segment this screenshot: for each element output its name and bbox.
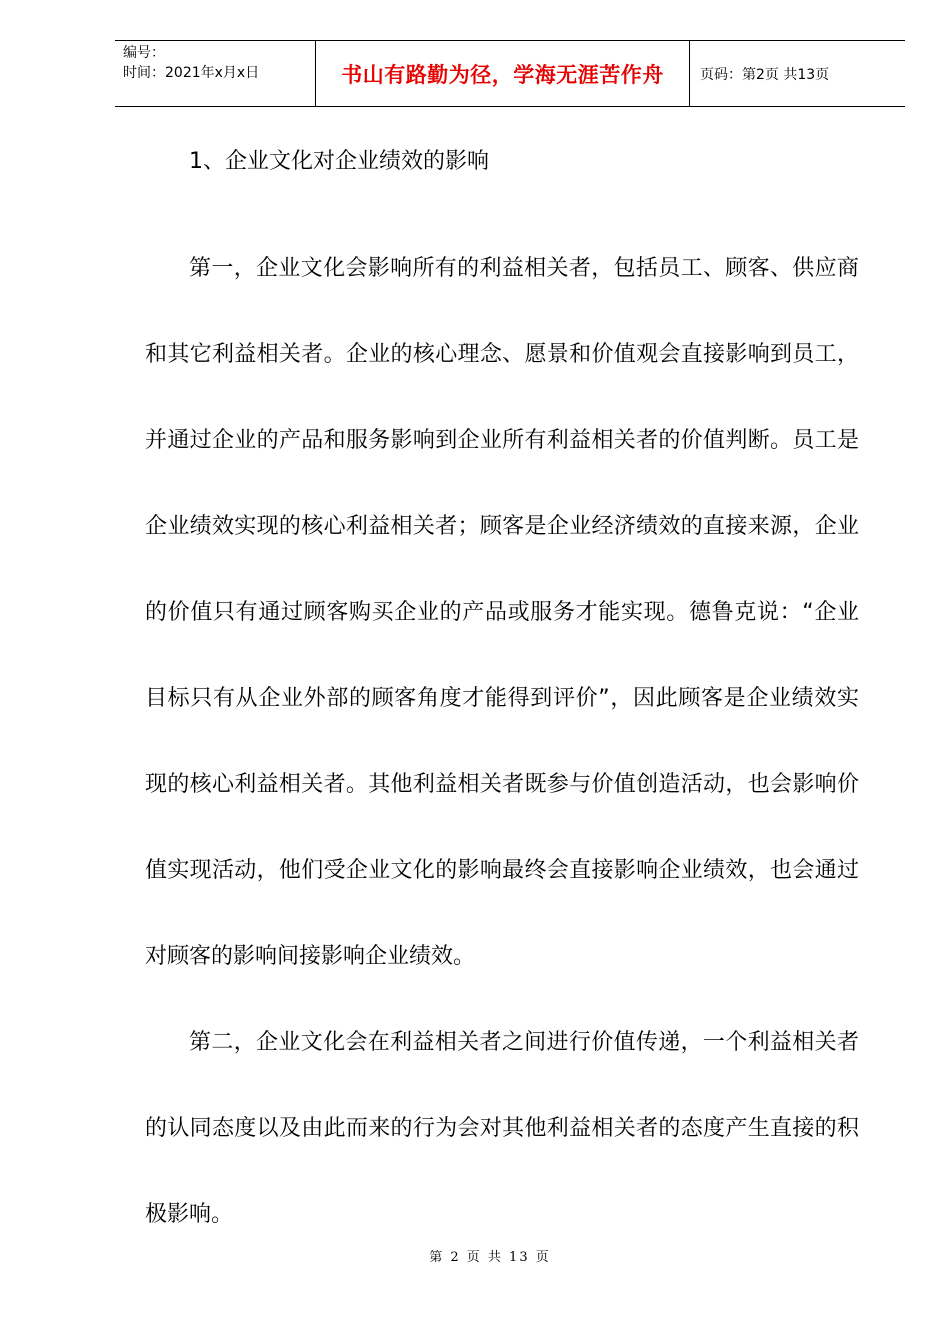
time-label: 时间：2021年x月x日 <box>123 65 260 81</box>
header-motto: 书山有路勤为径，学海无涯苦作舟 <box>341 62 664 87</box>
page-footer: 第 2 页 共 13 页 <box>429 1250 551 1265</box>
header-page-info: 页码：第2页 共13页 <box>700 66 830 83</box>
paragraph-1: 第一，企业文化会影响所有的利益相关者，包括员工、顾客、供应商和其它利益相关者。企业的核心理念、愿景和价值观会直接影响到员工，并通过企业的产品和服务影响到企业所有利益相关者的价值判断。员工是企业绩效实现的核心利益相关者；顾客是企业经济绩效的直接来源，企业的价值只有通过顾客购买企业的产品或服务才能实现。德鲁克说：“企业目标只有从企业外部的顾客角度才能得到评价”，因此顾客是企业绩效实现的核心利益相关者。其他利益相关者既参与价值创造活动，也会影响价值实现活动，他们受企业文化的影响最终会直接影响企业绩效，也会通过对顾客的影响间接影响企业绩效。 <box>145 256 859 969</box>
document-body <box>145 140 859 1258</box>
section-heading: 1、企业文化对企业绩效的影响 <box>189 149 489 174</box>
header-motto-cell <box>316 41 690 106</box>
serial-label: 编号： <box>123 45 165 61</box>
paragraph-2: 第二，企业文化会在利益相关者之间进行价值传递，一个利益相关者的认同态度以及由此而来的行为会对其他利益相关者的态度产生直接的积极影响。 <box>145 1030 859 1227</box>
page-header <box>115 40 905 107</box>
header-meta <box>115 41 316 106</box>
